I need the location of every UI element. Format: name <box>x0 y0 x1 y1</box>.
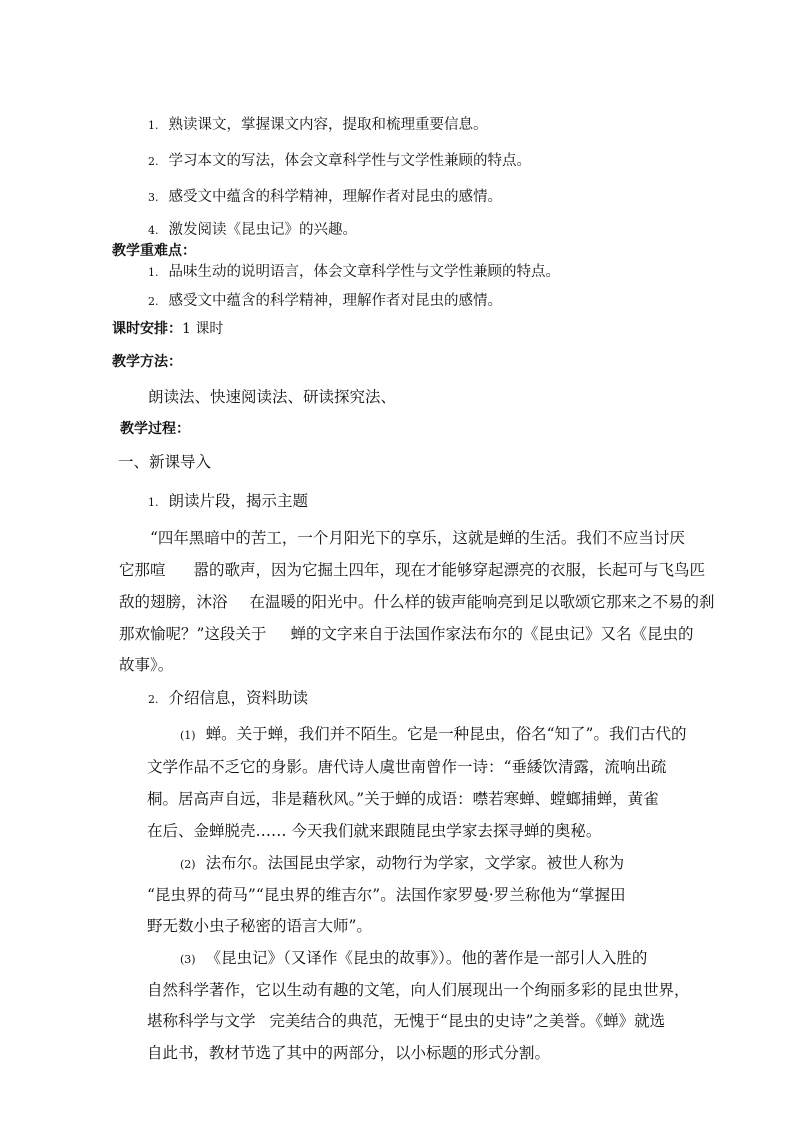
info-item-line: (3) 《昆虫记》（又译作《昆虫的故事》）。他的著作是一部引人入胜的 <box>180 949 648 967</box>
info-item-line: 桐。居高声自远，非是藉秋风。”关于蝉的成语：噤若寒蝉、螳螂捕蝉，黄雀 <box>147 790 659 808</box>
schedule-line <box>112 320 223 338</box>
info-item-line: (2) 法布尔。法国昆虫学家，动物行为学家，文学家。被世人称为 <box>180 854 625 872</box>
quote-line: 它那喧 嚣的歌声，因为它掘土四年，现在才能够穿起漂亮的衣服，长起可与飞鸟匹 <box>119 561 706 579</box>
objective-item: 4. 激发阅读《昆虫记》的兴趣。 <box>148 222 357 238</box>
objective-item: 1. 熟读课文，掌握课文内容，提取和梳理重要信息。 <box>148 117 488 133</box>
key-points-heading: 教学重难点： <box>112 243 196 259</box>
quote-line: 故事》。 <box>119 656 174 674</box>
quote-line: 那欢愉呢？”这段关于 蝉的文字来自于法国作家法布尔的《昆虫记》又名《昆虫的 <box>119 625 694 643</box>
methods-text: 朗读法、快速阅读法、研读探究法、 <box>148 388 397 406</box>
objective-item: 2. 学习本文的写法，体会文章科学性与文学性兼顾的特点。 <box>148 153 531 169</box>
step-title: 1. 朗读片段，揭示主题 <box>148 492 309 510</box>
schedule-value: 1 课时 <box>182 321 224 337</box>
process-heading: 教学过程： <box>120 421 190 437</box>
objective-item: 3. 感受文中蕴含的科学精神，理解作者对昆虫的感情。 <box>148 189 502 205</box>
info-item-line: 在后、金蝉脱壳…… 今天我们就来跟随昆虫学家去探寻蝉的奥秘。 <box>147 822 602 840</box>
section-title: 一、新课导入 <box>118 453 212 471</box>
quote-line: 敌的翅膀，沐浴 在温暖的阳光中。什么样的钹声能响亮到足以歌颂它那来之不易的刹 <box>119 593 715 611</box>
schedule-heading: 课时安排： <box>112 321 182 337</box>
info-item-line: 文学作品不乏它的身影。唐代诗人虞世南曾作一诗：“垂緌饮清露，流响出疏 <box>147 758 667 776</box>
info-item-line: “昆虫界的荷马”“昆虫界的维吉尔”。法国作家罗曼·罗兰称他为“掌握田 <box>147 886 626 904</box>
info-item-line: (1) 蝉。关于蝉，我们并不陌生。它是一种昆虫，俗名“知了”。我们古代的 <box>180 725 687 743</box>
step-title: 2. 介绍信息，资料助读 <box>148 689 309 707</box>
key-point-item: 1. 品味生动的说明语言，体会文章科学性与文学性兼顾的特点。 <box>148 264 560 280</box>
info-item-line: 自然科学著作，它以生动有趣的文笔，向人们展现出一个绚丽多彩的昆虫世界， <box>147 981 690 999</box>
key-point-item: 2. 感受文中蕴含的科学精神，理解作者对昆虫的感情。 <box>148 293 502 309</box>
info-item-line: 堪称科学与文学 完美结合的典范，无愧于“昆虫的史诗”之美誉。《蝉》就选 <box>147 1012 666 1030</box>
methods-heading: 教学方法： <box>112 354 182 370</box>
info-item-line: 自此书，教材节选了其中的两部分，以小标题的形式分割。 <box>147 1044 551 1062</box>
quote-line: “四年黑暗中的苦工，一个月阳光下的享乐，这就是蝉的生活。我们不应当讨厌 <box>150 529 685 547</box>
info-item-line: 野无数小虫子秘密的语言大师”。 <box>147 917 372 935</box>
